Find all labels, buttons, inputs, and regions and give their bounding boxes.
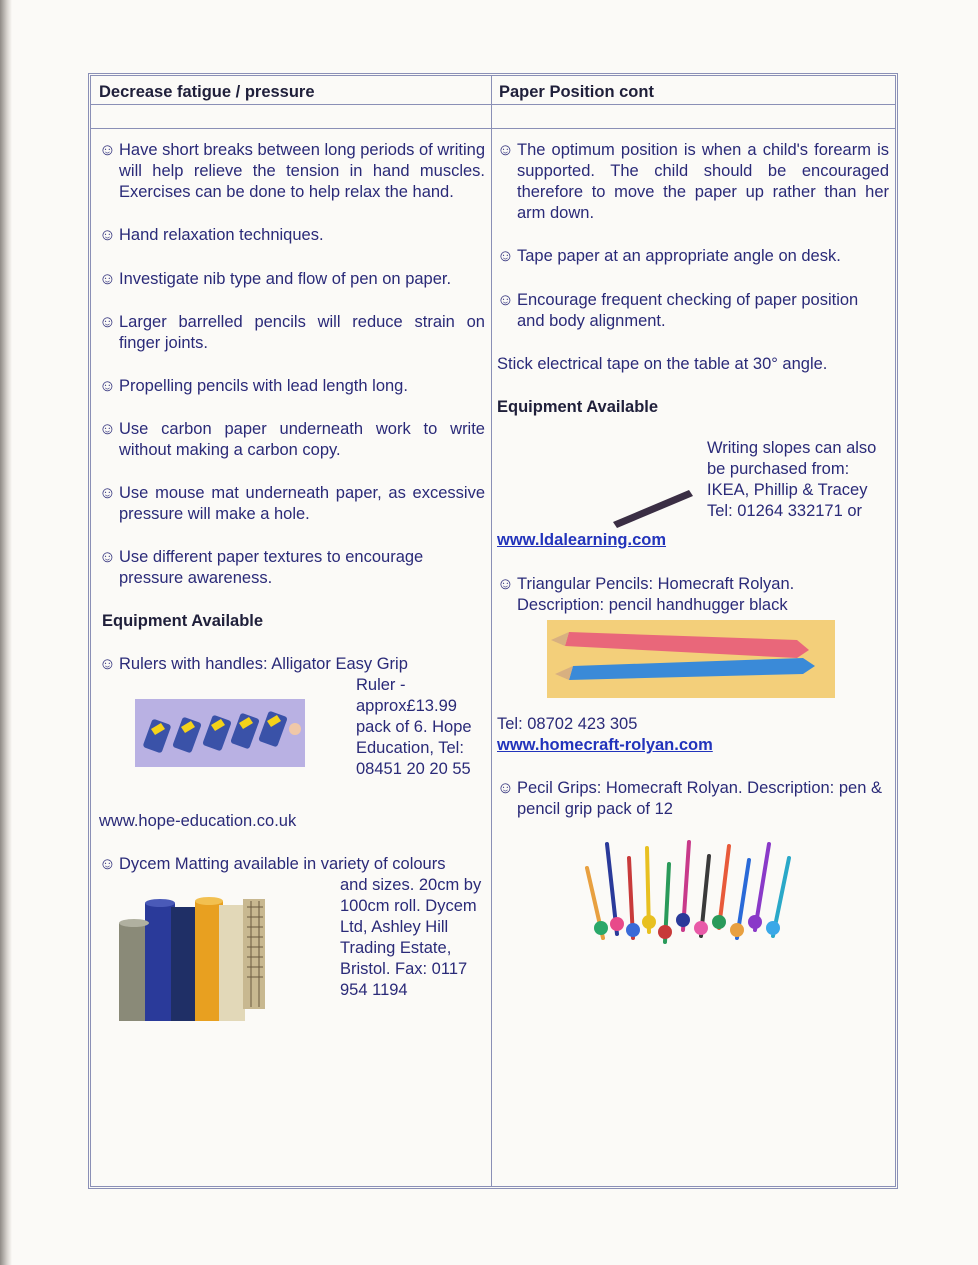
ldalearning-link[interactable]: www.ldalearning.com <box>497 531 667 549</box>
list-item: ☺ Propelling pencils with lead length long. <box>99 377 408 395</box>
list-item: ☺ The optimum position is when a child's forearm is supported. The child should be encouraged therefore to move the paper up rather than her arm down. <box>497 141 889 222</box>
dycem-detail: and sizes. 20cm by 100cm roll. Dycem Ltd, Ashley Hill Trading Estate, Bristol. Fax: 0117 954 1194 <box>340 876 482 999</box>
list-item: ☺ Tape paper at an appropriate angle on desk. <box>497 247 841 265</box>
smiley-icon: ☺ <box>497 575 514 593</box>
rulers-block <box>99 675 485 811</box>
list-item: ☺ Use different paper textures to encourage pressure awareness. <box>99 548 424 587</box>
document-table <box>88 73 898 1189</box>
smiley-icon: ☺ <box>497 141 514 159</box>
list-item: ☺ Encourage frequent checking of paper position and body alignment. <box>497 291 859 330</box>
smiley-icon: ☺ <box>497 291 514 309</box>
smiley-icon: ☺ <box>99 226 116 244</box>
writing-slopes-text: Writing slopes can also be purchased from: IKEA, Phillip & Tracey Tel: 01264 332171 or <box>707 439 877 520</box>
right-equipment-heading: Equipment Available <box>497 398 659 416</box>
pencil-grips-block <box>497 820 889 960</box>
triangular-pencils-block <box>497 616 889 702</box>
header-row <box>91 76 895 105</box>
header-gap-row <box>91 105 895 129</box>
right-column <box>497 128 889 960</box>
page-shadow-edge <box>0 0 12 1265</box>
list-item: ☺ Investigate nib type and flow of pen on paper. <box>99 270 452 288</box>
homecraft-rolyan-link[interactable]: www.homecraft-rolyan.com <box>497 736 713 754</box>
homecraft-tel: Tel: 08702 423 305 <box>497 715 638 733</box>
left-column <box>99 128 485 1025</box>
smiley-icon: ☺ <box>99 420 116 438</box>
left-column-heading: Decrease fatigue / pressure <box>99 83 315 101</box>
list-item-rulers: ☺ Rulers with handles: Alligator Easy Grip <box>99 655 408 673</box>
column-divider <box>491 76 492 1186</box>
rulers-detail: Ruler - approx£13.99 pack of 6. Hope Education, Tel: 08451 20 20 55 <box>356 676 472 778</box>
list-item: ☺ Larger barrelled pencils will reduce strain on finger joints. <box>99 313 485 352</box>
list-item: ☺ Have short breaks between long periods of writing will help relieve the tension in hand muscles. Exercises can be done to help relax the hand. <box>99 141 485 201</box>
smiley-icon: ☺ <box>99 548 116 566</box>
smiley-icon: ☺ <box>99 655 116 673</box>
triangular-pencils-photo-icon <box>547 620 835 698</box>
tape-note: Stick electrical tape on the table at 30° angle. <box>497 355 828 373</box>
writing-slope-photo-icon <box>609 484 695 530</box>
smiley-icon: ☺ <box>99 141 116 159</box>
hope-education-url[interactable]: www.hope-education.co.uk <box>99 812 297 830</box>
smiley-icon: ☺ <box>497 779 514 797</box>
list-item-dycem: ☺ Dycem Matting available in variety of colours <box>99 855 446 873</box>
smiley-icon: ☺ <box>497 247 514 265</box>
writing-slopes-block <box>497 438 889 549</box>
smiley-icon: ☺ <box>99 484 116 502</box>
list-item: ☺ Hand relaxation techniques. <box>99 226 324 244</box>
list-item-grips: ☺ Pecil Grips: Homecraft Rolyan. Description: pen & pencil grip pack of 12 <box>497 779 882 818</box>
triangular-description: Description: pencil handhugger black <box>517 596 788 614</box>
smiley-icon: ☺ <box>99 270 116 288</box>
smiley-icon: ☺ <box>99 855 116 873</box>
list-item: ☺ Use carbon paper underneath work to write without making a carbon copy. <box>99 420 485 459</box>
left-equipment-heading: Equipment Available <box>102 612 264 630</box>
dycem-block <box>99 875 485 1025</box>
smiley-icon: ☺ <box>99 377 116 395</box>
right-column-heading: Paper Position cont <box>499 83 654 101</box>
pencil-grips-photo-icon <box>577 838 807 956</box>
smiley-icon: ☺ <box>99 313 116 331</box>
list-item: ☺ Use mouse mat underneath paper, as excessive pressure will make a hole. <box>99 484 485 523</box>
rulers-photo-icon <box>135 699 305 767</box>
list-item-triangular: ☺ Triangular Pencils: Homecraft Rolyan. <box>497 575 795 593</box>
dycem-rolls-photo-icon <box>115 893 271 1025</box>
